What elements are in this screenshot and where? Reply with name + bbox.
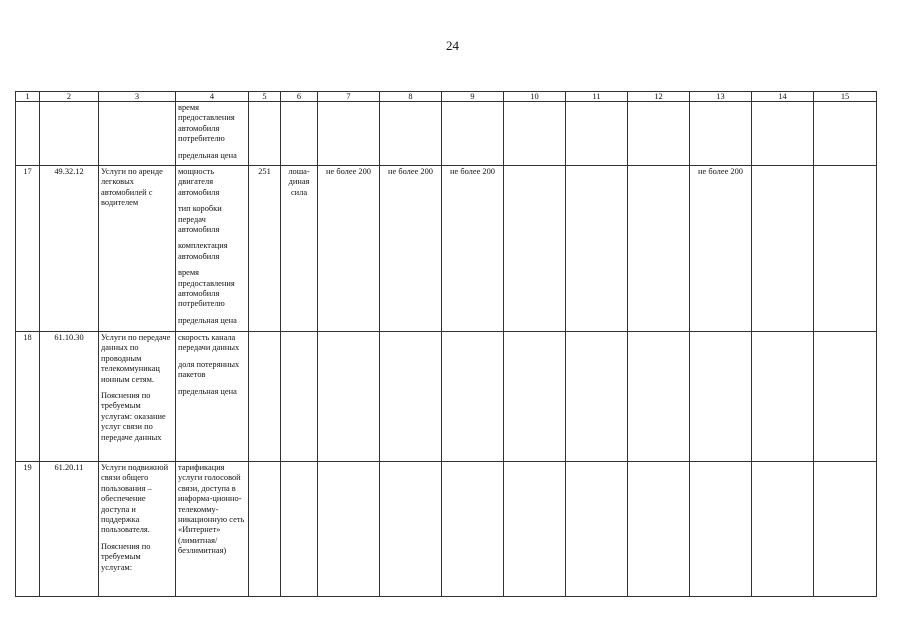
characteristics-cell [176,332,249,462]
column-header: 15 [814,92,877,102]
characteristics-cell [176,166,249,332]
characteristic-item: время предоставления автомобиля потребителю [178,268,235,309]
column-header: 6 [281,92,318,102]
okpd-code-cell: 61.20.11 [40,462,99,597]
specification-table [15,91,877,597]
characteristic-item: мощность двигателя автомобиля [178,167,220,197]
column-header: 10 [504,92,566,102]
service-explanation-text: Пояснения по требуемым услугам: [101,541,151,572]
characteristic-item: скорость канала передачи данных [178,333,240,353]
characteristic-item: тип коробки передач автомобиля [178,204,222,235]
characteristic-item: комплектация автомобиля [178,241,228,261]
column-header: 11 [566,92,628,102]
okpd-code-cell [40,102,99,166]
value-cell: не более 200 [442,166,504,332]
column-number-row [16,92,877,102]
table-row [16,462,877,597]
column-header: 13 [690,92,752,102]
service-name-cell [99,332,176,462]
column-header: 5 [249,92,281,102]
service-name-text: Услуги подвижной связи общего пользования – обеспечение доступа и поддержка пользователя. [101,463,169,535]
column-header: 2 [40,92,99,102]
row-number-cell: 17 [16,166,40,332]
page-number: 24 [446,38,459,53]
column-header: 9 [442,92,504,102]
service-name-cell [99,102,176,166]
characteristic-item: тарификация услуги голосовой связи, доступа в информа-ционно-телекомму-никационную сеть «Интернет» (лимитная/ безлимитная) [178,463,245,556]
row-number-cell: 19 [16,462,40,597]
column-header: 3 [99,92,176,102]
service-name-cell [99,166,176,332]
column-header: 12 [628,92,690,102]
column-header: 8 [380,92,442,102]
row-number-cell [16,102,40,166]
table-row [16,102,877,166]
table-row [16,332,877,462]
column-header: 14 [752,92,814,102]
value-cell: не более 200 [380,166,442,332]
service-explanation-text: Пояснения по требуемым услугам: оказание услуг связи по передаче данных [101,391,166,442]
column-header: 7 [318,92,380,102]
service-name-cell [99,462,176,597]
table-row [16,166,877,332]
value-cell: не более 200 [690,166,752,332]
unit-name-cell: лоша- диная сила [281,166,318,332]
characteristic-item: предельная цена [178,386,237,396]
column-header: 4 [176,92,249,102]
characteristic-item: предельная цена [178,315,237,325]
characteristics-cell [176,462,249,597]
characteristic-item: время предоставления автомобиля потребителю [178,103,235,144]
service-name-text: Услуги по аренде легковых автомобилей с водителем [101,167,163,208]
service-name-text: Услуги по передаче данных по проводным телекоммуникац ионным сетям. [101,333,171,384]
okpd-code-cell: 49.32.12 [40,166,99,332]
characteristic-item: доля потерянных пакетов [178,359,240,380]
characteristics-cell [176,102,249,166]
okpd-code-cell: 61.10.30 [40,332,99,462]
row-number-cell: 18 [16,332,40,462]
column-header: 1 [16,92,40,102]
unit-code-cell: 251 [249,166,281,332]
value-cell: не более 200 [318,166,380,332]
characteristic-item: предельная цена [178,150,237,160]
